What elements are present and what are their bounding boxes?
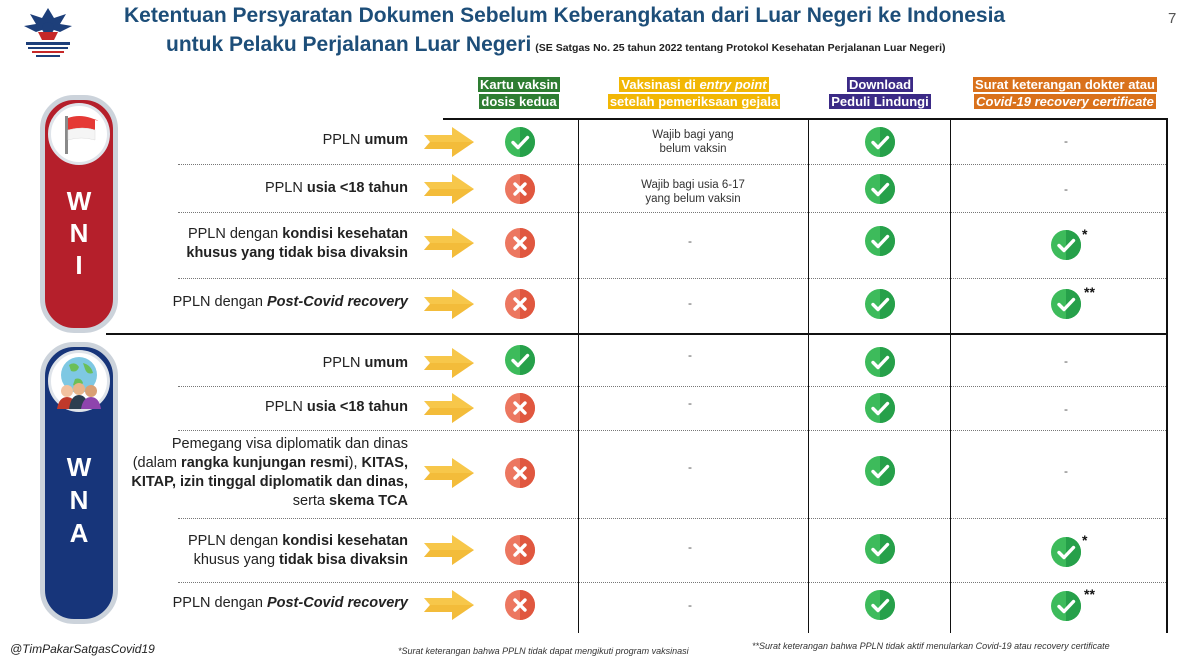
row-separator (178, 164, 1166, 165)
col-header-peduli-l1: Download (848, 77, 912, 92)
row-separator (178, 518, 1166, 519)
check-circle-icon (864, 392, 896, 424)
footnote-star: * (1082, 226, 1088, 242)
row-label-text-2: khusus yang (193, 552, 280, 568)
col-header-vaksin-l2: dosis kedua (481, 94, 557, 109)
col-header-entry-l1a: Vaksinasi di (621, 77, 700, 92)
row-label (323, 131, 408, 150)
dokter-dash: - (1064, 182, 1068, 196)
arrow-right-icon (422, 173, 476, 205)
row-label (173, 293, 408, 312)
row-label-bold-2: tidak bisa divaksin (279, 552, 408, 568)
row-label-text: PPLN (264, 180, 307, 196)
cross-circle-icon (504, 227, 536, 259)
cross-circle-icon (504, 288, 536, 320)
wna-icon-circle (48, 350, 110, 412)
check-circle-icon (864, 533, 896, 565)
page-title-line1: Ketentuan Persyaratan Dokumen Sebelum Keberangkatan dari Luar Negeri ke Indonesia (124, 4, 1006, 27)
wna-letter-3: A (69, 518, 89, 548)
row-label (265, 398, 408, 417)
row-label-text-2a: (dalam (132, 455, 182, 471)
page-number: 7 (1168, 10, 1177, 27)
row-label-bold-3: KITAP, izin tinggal diplomatik dan dinas, (131, 474, 408, 490)
entry-note (580, 128, 806, 156)
row-separator (178, 582, 1166, 583)
arrow-right-icon (422, 126, 476, 158)
footnote-2: **Surat keterangan bahwa PPLN tidak aktif menularkan Covid-19 atau recovery certificate (752, 641, 1110, 651)
check-circle-icon (864, 225, 896, 257)
check-circle-icon (864, 173, 896, 205)
footer-handle: @TimPakarSatgasCovid19 (10, 642, 155, 656)
col-header-dokter-l2-text: Covid-19 recovery certificate (976, 94, 1154, 109)
dokter-dash: - (1064, 134, 1068, 148)
check-circle-icon (864, 126, 896, 158)
dokter-dash: - (1064, 402, 1068, 416)
arrow-right-icon (422, 589, 476, 621)
row-label-bold-2: khusus yang tidak bisa divaksin (186, 245, 408, 261)
col-header-entry (582, 76, 806, 110)
row-separator (178, 278, 1166, 279)
row-label-bold-4b: skema TCA (329, 493, 408, 509)
dokter-dash: - (1064, 464, 1068, 478)
col-header-vaksin-l1: Kartu vaksin (479, 77, 559, 92)
entry-note (580, 178, 806, 206)
row-label-bold: umum (364, 355, 408, 371)
col-header-entry-l1 (619, 77, 768, 92)
entry-note-l2: yang belum vaksin (645, 193, 741, 205)
footnote-star: ** (1084, 586, 1095, 602)
group-wni (40, 95, 118, 333)
check-circle-icon (864, 455, 896, 487)
footnote-star: ** (1084, 284, 1095, 300)
page-title-line2-text: untuk Pelaku Perjalanan Luar Negeri (166, 33, 532, 56)
entry-dash: - (688, 296, 692, 310)
check-circle-icon (1050, 536, 1082, 568)
globe-people-icon (51, 353, 107, 409)
arrow-right-icon (422, 347, 476, 379)
row-label (131, 435, 408, 511)
check-circle-icon (864, 288, 896, 320)
entry-dash: - (688, 234, 692, 248)
satgas-logo (16, 4, 80, 62)
check-circle-icon (1050, 590, 1082, 622)
group-divider (106, 333, 1168, 335)
row-label-text: PPLN dengan (187, 226, 283, 242)
wni-letter-3: I (75, 250, 83, 280)
col-divider-2 (808, 118, 809, 633)
arrow-right-icon (422, 392, 476, 424)
entry-dash: - (688, 396, 692, 410)
table-top-border (443, 118, 1168, 120)
indonesia-flag-icon (51, 106, 107, 162)
wni-letter-2: N (69, 218, 89, 248)
table-right-border (1166, 118, 1168, 633)
row-label-bold-2b: rangka kunjungan resmi (181, 455, 349, 471)
row-label-text-4a: serta (292, 493, 330, 509)
col-header-dokter-l2 (974, 94, 1156, 109)
arrow-right-icon (422, 457, 476, 489)
cross-circle-icon (504, 173, 536, 205)
garuda-emblem-icon (16, 4, 80, 62)
col-header-peduli (810, 76, 950, 110)
page-subtitle: (SE Satgas No. 25 tahun 2022 tentang Protokol Kesehatan Perjalanan Luar Negeri) (535, 42, 946, 54)
wni-icon-circle (48, 103, 110, 165)
entry-dash: - (688, 348, 692, 362)
row-label-bold: Post-Covid recovery (266, 294, 408, 310)
entry-note-l1: Wajib bagi yang (652, 129, 734, 141)
row-label-text: PPLN dengan (172, 294, 267, 310)
col-header-entry-l1b: entry point (699, 77, 767, 92)
entry-note-l1: Wajib bagi usia 6-17 (641, 179, 745, 191)
arrow-right-icon (422, 288, 476, 320)
row-label (188, 532, 408, 570)
row-label-text: Pemegang visa diplomatik dan dinas (171, 436, 408, 452)
page-title-line2 (166, 33, 946, 57)
wni-letter-1: W (66, 186, 92, 216)
arrow-right-icon (422, 227, 476, 259)
col-header-vaksin (468, 76, 570, 110)
row-label-bold: Post-Covid recovery (266, 595, 408, 611)
cross-circle-icon (504, 534, 536, 566)
col-divider-1 (578, 118, 579, 633)
wna-letter-2: N (69, 485, 89, 515)
row-label (265, 179, 408, 198)
col-header-dokter (952, 76, 1178, 110)
row-label-text: PPLN dengan (187, 533, 283, 549)
col-header-dokter-l1: Surat keterangan dokter atau (975, 77, 1155, 92)
row-label-bold: usia <18 tahun (306, 399, 408, 415)
row-label-bold: umum (364, 132, 408, 148)
row-label-bold: kondisi kesehatan (282, 533, 408, 549)
footnote-1: *Surat keterangan bahwa PPLN tidak dapat mengikuti program vaksinasi (398, 646, 689, 656)
check-circle-icon (1050, 229, 1082, 261)
row-label-bold: kondisi kesehatan (282, 226, 408, 242)
row-label-text: PPLN (322, 355, 365, 371)
wna-letter-1: W (66, 452, 92, 482)
arrow-right-icon (422, 534, 476, 566)
row-label-text: PPLN (322, 132, 365, 148)
col-header-entry-l2: setelah pemeriksaan gejala (609, 94, 779, 109)
cross-circle-icon (504, 589, 536, 621)
row-label (323, 354, 408, 373)
row-separator (178, 212, 1166, 213)
col-divider-3 (950, 118, 951, 633)
check-circle-icon (504, 344, 536, 376)
check-circle-icon (864, 346, 896, 378)
check-circle-icon (1050, 288, 1082, 320)
entry-note-l2: belum vaksin (659, 143, 727, 155)
row-label-text: PPLN dengan (172, 595, 267, 611)
row-separator (178, 430, 1166, 431)
group-wna (40, 342, 118, 624)
row-label (186, 225, 408, 263)
row-label-text-2c: ), (348, 455, 362, 471)
check-circle-icon (504, 126, 536, 158)
row-label-text: PPLN (264, 399, 307, 415)
dokter-dash: - (1064, 354, 1068, 368)
cross-circle-icon (504, 392, 536, 424)
check-circle-icon (864, 589, 896, 621)
row-label-bold: usia <18 tahun (306, 180, 408, 196)
row-separator (178, 386, 1166, 387)
entry-dash: - (688, 540, 692, 554)
col-header-peduli-l2: Peduli Lindungi (831, 94, 929, 109)
footnote-star: * (1082, 532, 1088, 548)
row-label (173, 594, 408, 613)
row-label-bold-2d: KITAS, (361, 455, 408, 471)
cross-circle-icon (504, 457, 536, 489)
entry-dash: - (688, 598, 692, 612)
entry-dash: - (688, 460, 692, 474)
